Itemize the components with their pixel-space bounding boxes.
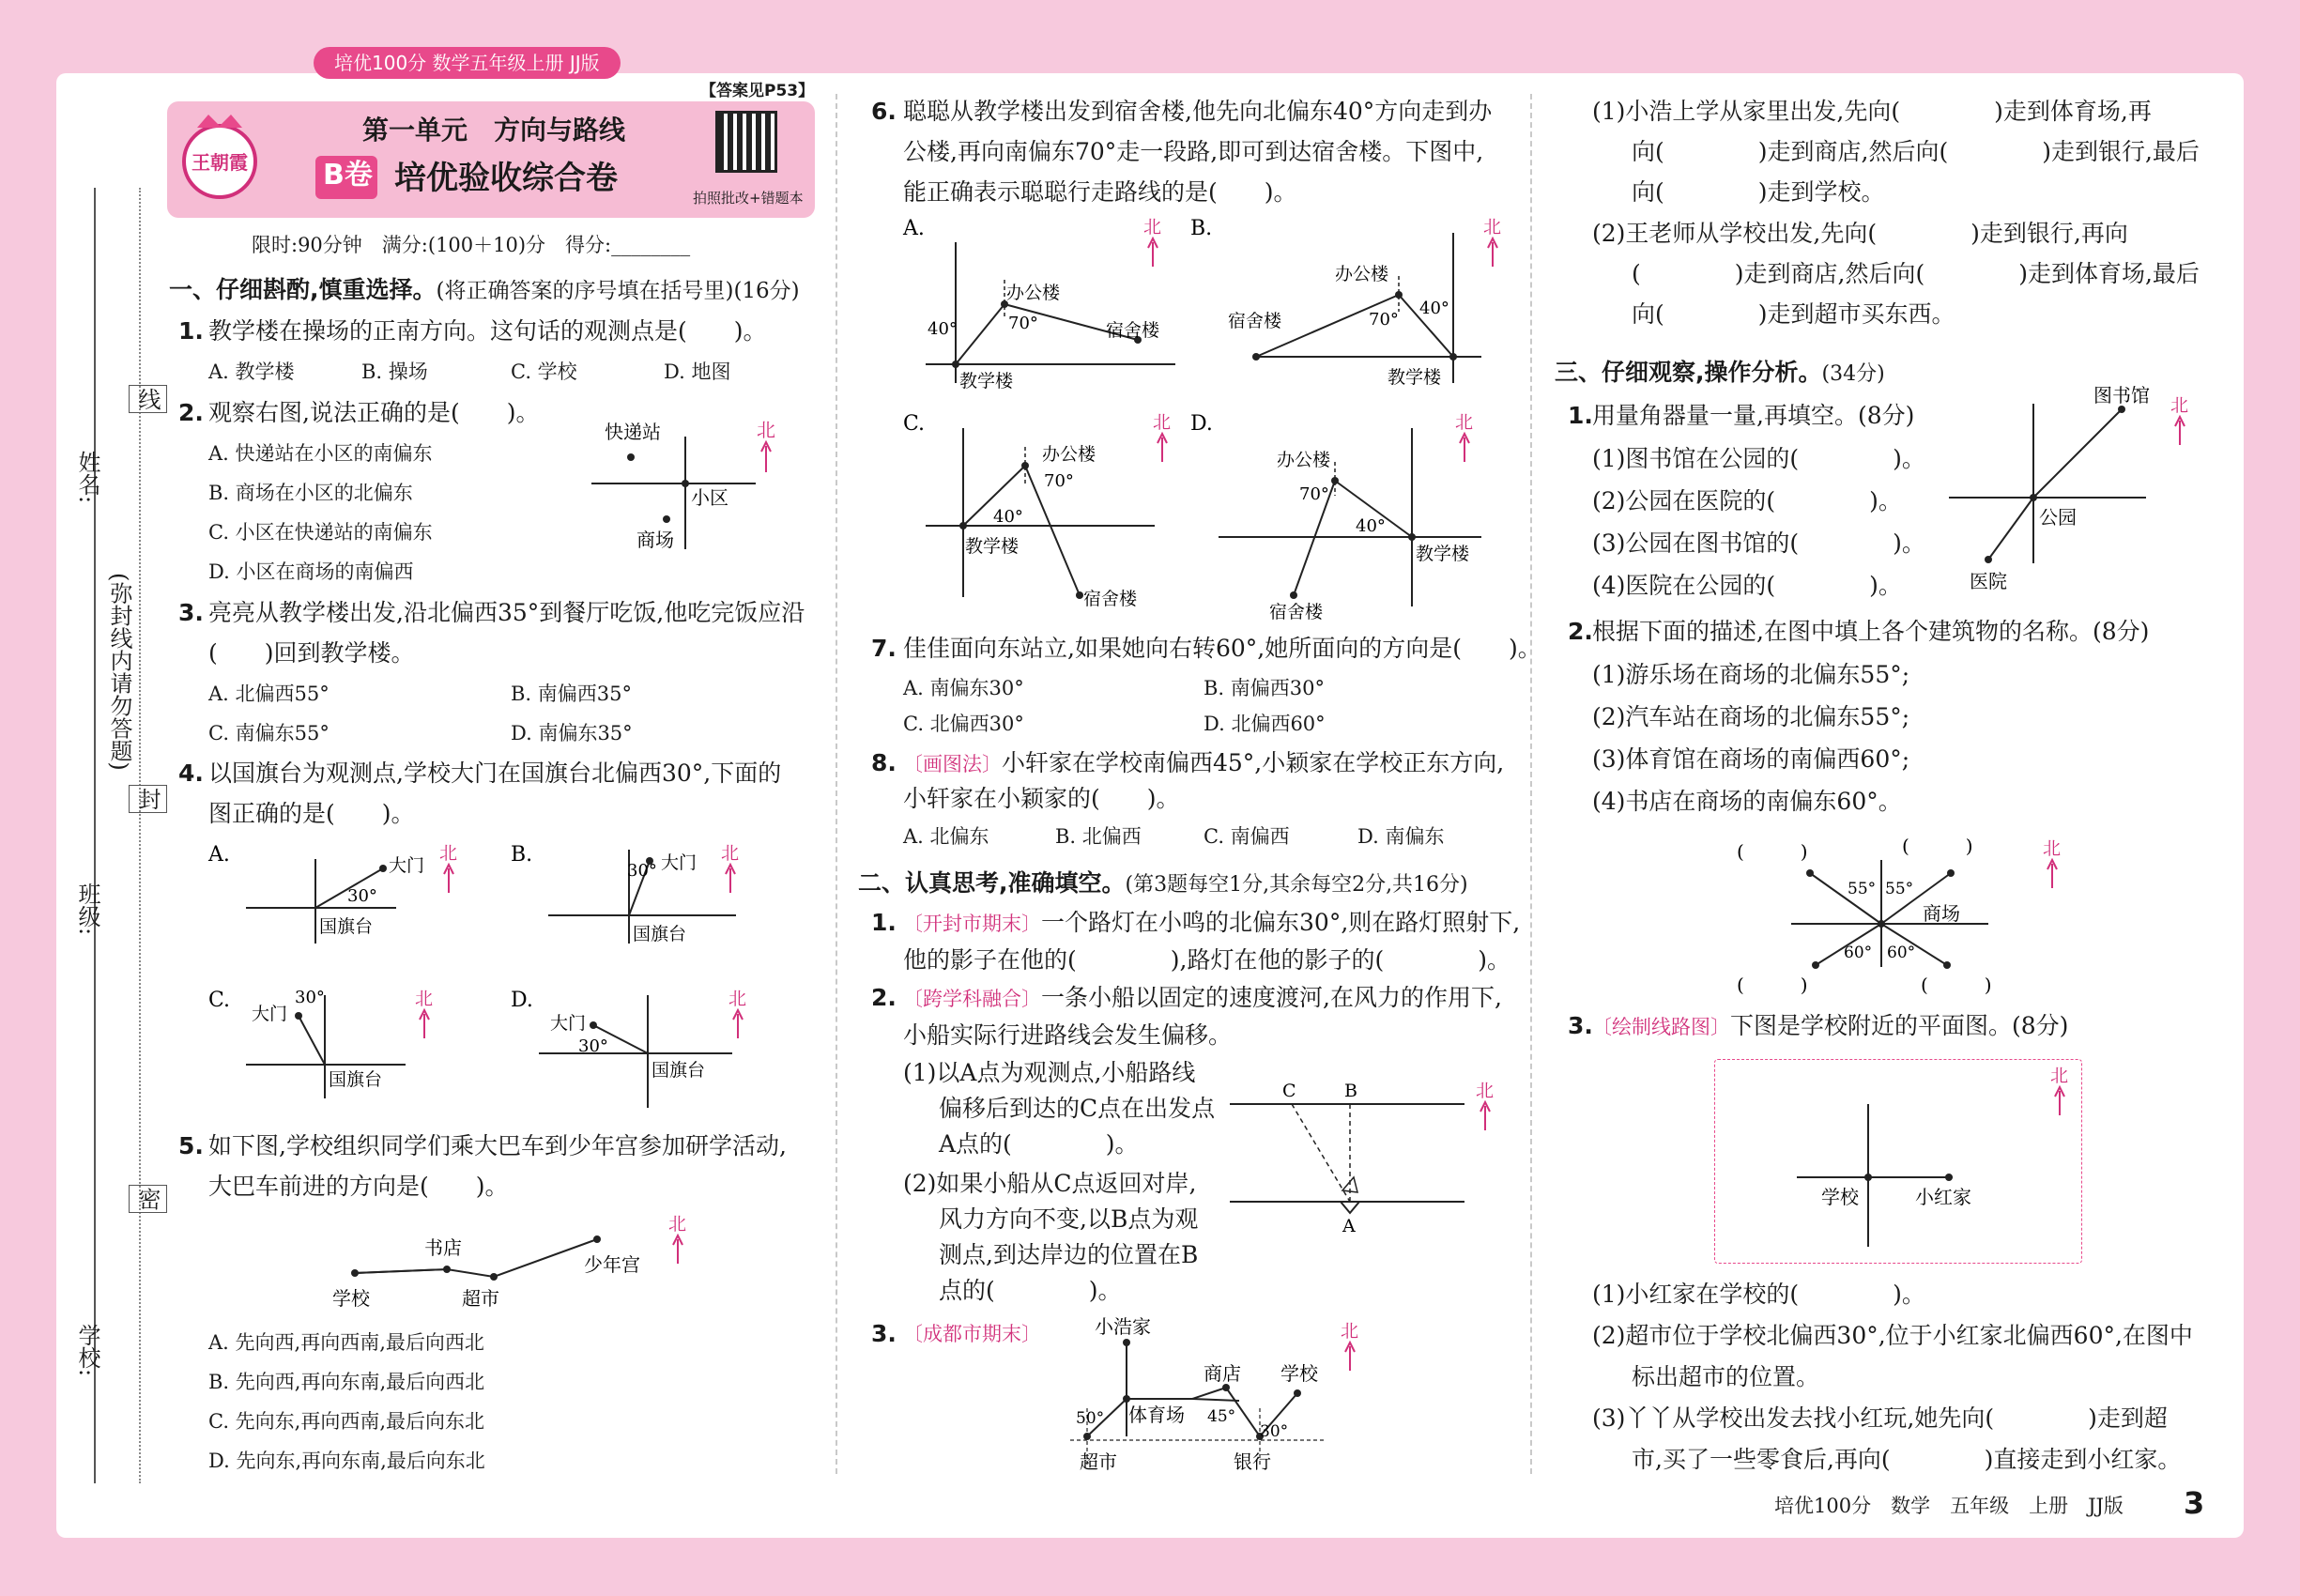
q3-option-a[interactable]: A. 北偏西55° (208, 683, 330, 705)
svg-text:国旗台: 国旗台 (329, 1069, 383, 1090)
o1-number: 1. (1568, 402, 1593, 429)
svg-text:60°: 60° (1844, 944, 1873, 962)
svg-text:70°: 70° (1369, 310, 1399, 330)
svg-text:公园: 公园 (2039, 506, 2077, 529)
q7-option-c[interactable]: C. 北偏西30° (903, 713, 1024, 735)
q5-option-b[interactable]: B. 先向西,再向东南,最后向西北 (208, 1371, 485, 1393)
svg-text:B: B (1344, 1081, 1357, 1101)
binding-line (94, 188, 96, 1483)
svg-text:宿舍楼: 宿舍楼 (1228, 311, 1282, 331)
f3a-line3: 向( )走到学校。 (1632, 178, 1885, 206)
svg-text:小红家: 小红家 (1915, 1186, 1971, 1208)
svg-text:少年宫: 少年宫 (584, 1253, 640, 1276)
svg-text:教学楼: 教学楼 (959, 371, 1014, 391)
name-label: 姓名: (74, 451, 100, 504)
q4-diagram-d[interactable] (511, 986, 792, 1108)
q1-option-a[interactable]: A. 教学楼 (208, 361, 295, 383)
svg-text:北: 北 (1476, 1081, 1495, 1101)
svg-text:A: A (1342, 1216, 1356, 1236)
svg-text:医院: 医院 (1970, 570, 2007, 592)
svg-text:商场: 商场 (636, 529, 674, 551)
svg-text:北: 北 (2050, 1066, 2069, 1086)
svg-text:D.: D. (1190, 412, 1213, 436)
f2-p2-line4: 点的( )。 (939, 1277, 1122, 1304)
north-mark: 北 (757, 419, 775, 441)
svg-text:大门: 大门 (661, 852, 698, 873)
svg-text:北: 北 (1455, 412, 1474, 433)
q8-line1: 〔画图法〕小轩家在学校南偏西45°,小颖家在学校正东方向, (903, 749, 1505, 776)
q5-line1: 如下图,学校组织同学们乘大巴车到少年宫参加研学活动, (208, 1132, 787, 1159)
svg-text:30°: 30° (295, 988, 325, 1007)
o3-item-3b: 市,买了一些零食后,再向( )直接走到小红家。 (1632, 1446, 2182, 1473)
svg-text:C.: C. (903, 412, 926, 436)
unit-title: 第一单元 方向与路线 (362, 115, 626, 146)
f3-route-figure (1042, 1314, 1483, 1483)
svg-text:宿舍楼: 宿舍楼 (1106, 320, 1160, 341)
svg-text:70°: 70° (1299, 484, 1329, 504)
q7-option-d[interactable]: D. 北偏西60° (1204, 713, 1326, 735)
book-title-bar: 培优100分 数学五年级上册 JJ版 (314, 47, 621, 79)
svg-text:30°: 30° (578, 1036, 608, 1056)
footer-text: 培优100分 数学 五年级 上册 JJ版 (1774, 1495, 2124, 1517)
q7-option-b[interactable]: B. 南偏西30° (1204, 677, 1326, 699)
seal-line-mark: 线 (129, 385, 167, 413)
svg-text:北: 北 (1483, 217, 1502, 238)
q1-option-d[interactable]: D. 地图 (664, 361, 731, 383)
logo (180, 107, 259, 210)
svg-text:快递站: 快递站 (605, 421, 661, 443)
o2-text: 根据下面的描述,在图中填上各个建筑物的名称。(8分) (1592, 618, 2150, 645)
svg-text:北: 北 (1143, 217, 1162, 238)
q2-option-d[interactable]: D. 小区在商场的南偏西 (208, 560, 414, 583)
class-label: 班级: (74, 882, 100, 936)
q3-number: 3. (178, 599, 204, 626)
svg-text:北: 北 (415, 989, 434, 1009)
svg-text:50°: 50° (1076, 1409, 1105, 1428)
svg-text:北: 北 (728, 989, 747, 1009)
no-answer-note: (弥封线内请勿答题) (106, 573, 132, 771)
svg-text:( ): ( ) (1902, 835, 1973, 857)
f3-number: 3. (871, 1320, 897, 1347)
svg-text:国旗台: 国旗台 (633, 924, 687, 944)
f3b-line3: 向( )走到超市买东西。 (1632, 300, 1955, 328)
page-number: 3 (2184, 1485, 2205, 1521)
o1-protractor-figure (1949, 376, 2202, 601)
q5-option-d[interactable]: D. 先向东,再向东南,最后向东北 (208, 1450, 485, 1472)
svg-text:40°: 40° (993, 507, 1023, 527)
q1-number: 1. (178, 317, 204, 345)
svg-text:( ): ( ) (1921, 974, 1992, 996)
f2-line1: 〔跨学科融合〕一条小船以固定的速度渡河,在风力的作用下, (903, 984, 1502, 1011)
svg-text:A.: A. (903, 217, 925, 240)
svg-text:办公楼: 办公楼 (1335, 264, 1389, 284)
svg-text:B.: B. (511, 843, 533, 867)
o3-item-1: (1)小红家在学校的( )。 (1592, 1281, 1925, 1308)
svg-text:C.: C. (208, 989, 231, 1012)
f1-number: 1. (871, 909, 897, 936)
q4-line2: 图正确的是( )。 (208, 800, 415, 827)
svg-text:教学楼: 教学楼 (1388, 367, 1442, 388)
q8-line2: 小轩家在小颖家的( )。 (903, 785, 1180, 812)
svg-text:办公楼: 办公楼 (1277, 450, 1331, 470)
svg-text:书店: 书店 (424, 1236, 462, 1259)
o3-item-3: (3)丫丫从学校出发去找小红玩,她先向( )走到超 (1592, 1404, 2168, 1432)
o1-item-4: (4)医院在公园的( )。 (1592, 572, 1902, 599)
qr-caption: 拍照批改+错题本 (693, 190, 804, 207)
o1-item-2: (2)公园在医院的( )。 (1592, 487, 1902, 514)
section-3-title: 三、仔细观察,操作分析。(34分) (1555, 359, 1885, 386)
q6-diagram-d[interactable] (1190, 409, 1500, 625)
q5-route-figure (329, 1211, 704, 1314)
svg-text:45°: 45° (1207, 1407, 1236, 1426)
f3b-line2: ( )走到商店,然后向( )走到体育场,最后 (1632, 260, 2200, 287)
o2-item-4: (4)书店在商场的南偏东60°。 (1592, 788, 1902, 815)
svg-text:40°: 40° (928, 319, 958, 339)
q5-line2: 大巴车前进的方向是( )。 (208, 1173, 509, 1200)
svg-text:大门: 大门 (252, 1004, 288, 1024)
svg-text:小区: 小区 (691, 486, 728, 509)
svg-text:商场: 商场 (1923, 902, 1960, 925)
q4-number: 4. (178, 760, 204, 787)
q8-option-c[interactable]: C. 南偏西 (1204, 825, 1290, 848)
svg-text:70°: 70° (1008, 314, 1038, 333)
q4-diagram-b[interactable] (511, 840, 792, 953)
svg-text:小浩家: 小浩家 (1095, 1315, 1151, 1338)
q2-number: 2. (178, 399, 204, 426)
svg-text:超市: 超市 (1080, 1450, 1117, 1473)
q7-option-a[interactable]: A. 南偏东30° (903, 677, 1024, 699)
q6-line3: 能正确表示聪聪行走路线的是( )。 (903, 178, 1297, 206)
svg-text:银行: 银行 (1234, 1450, 1271, 1473)
o2-direction-figure (1727, 826, 2075, 995)
svg-text:( ): ( ) (1737, 840, 1808, 863)
q4-diagram-a[interactable] (208, 840, 481, 953)
q3-option-b[interactable]: B. 南偏西35° (511, 683, 633, 705)
f2-p1-line3: A点的( )。 (939, 1130, 1139, 1158)
svg-text:60°: 60° (1887, 944, 1916, 962)
section-2-title: 二、认真思考,准确填空。(第3题每空1分,其余每空2分,共16分) (858, 869, 1468, 897)
f1-line2: 他的影子在他的( ),路灯在他的影子的( )。 (903, 946, 1510, 974)
svg-text:北: 北 (439, 843, 458, 864)
svg-text:商店: 商店 (1204, 1362, 1241, 1385)
q1-option-c[interactable]: C. 学校 (511, 361, 577, 383)
q4-line1: 以国旗台为观测点,学校大门在国旗台北偏西30°,下面的 (208, 760, 782, 787)
svg-text:办公楼: 办公楼 (1042, 444, 1096, 465)
svg-text:55°: 55° (1848, 880, 1877, 898)
q2-option-a[interactable]: A. 快递站在小区的南偏东 (208, 442, 433, 465)
svg-text:北: 北 (2043, 838, 2062, 859)
o1-text: 用量角器量一量,再填空。(8分) (1592, 402, 1915, 429)
svg-text:学校: 学校 (332, 1287, 370, 1310)
f3a-line1: (1)小浩上学从家里出发,先向( )走到体育场,再 (1592, 98, 2152, 125)
q7-text: 佳佳面向东站立,如果她向右转60°,她所面向的方向是( )。 (903, 635, 1541, 662)
answer-reference: 【答案见P53】 (700, 82, 815, 100)
svg-text:北: 北 (2170, 395, 2189, 416)
q6-number: 6. (871, 98, 897, 125)
svg-text:大门: 大门 (389, 855, 425, 876)
svg-text:超市: 超市 (462, 1287, 499, 1310)
q8-number: 8. (871, 749, 897, 776)
f1-line1: 〔开封市期末〕一个路灯在小鸣的北偏东30°,则在路灯照射下, (903, 909, 1521, 936)
svg-text:D.: D. (511, 989, 533, 1012)
svg-text:体育场: 体育场 (1128, 1404, 1185, 1426)
f3-tag: 〔成都市期末〕 (903, 1323, 1041, 1345)
o2-item-1: (1)游乐场在商场的北偏东55°; (1592, 661, 1910, 688)
svg-text:40°: 40° (1419, 299, 1449, 318)
q2-text: 观察右图,说法正确的是( )。 (208, 399, 540, 426)
svg-text:北: 北 (721, 843, 740, 864)
svg-text:学校: 学校 (1821, 1186, 1859, 1208)
q6-line2: 公楼,再向南偏东70°走一段路,即可到达宿舍楼。下图中, (903, 138, 1484, 165)
column-divider-2 (1530, 94, 1532, 1474)
q3-option-d[interactable]: D. 南偏东35° (511, 722, 633, 744)
o1-item-3: (3)公园在图书馆的( )。 (1592, 529, 1925, 557)
q3-line2: ( )回到教学楼。 (208, 639, 415, 667)
svg-text:宿舍楼: 宿舍楼 (1269, 602, 1324, 622)
f2-p1-line2: 偏移后到达的C点在出发点 (939, 1095, 1216, 1122)
q6-diagram-b[interactable] (1190, 214, 1500, 402)
q2-option-c[interactable]: C. 小区在快递站的南偏东 (208, 521, 433, 544)
paper-label-text: B卷 (323, 159, 373, 192)
q8-option-b[interactable]: B. 北偏西 (1055, 825, 1142, 848)
q6-diagram-a[interactable] (903, 214, 1185, 402)
seal-mark: 封 (129, 785, 167, 813)
svg-text:70°: 70° (1044, 471, 1074, 491)
q5-option-a[interactable]: A. 先向西,再向西南,最后向西北 (208, 1331, 484, 1354)
o2-item-2: (2)汽车站在商场的北偏东55°; (1592, 703, 1910, 730)
svg-text:国旗台: 国旗台 (319, 916, 374, 937)
q4-diagram-c[interactable] (208, 986, 481, 1108)
f2-number: 2. (871, 984, 897, 1011)
svg-text:30°: 30° (347, 886, 377, 906)
svg-text:教学楼: 教学楼 (1416, 544, 1470, 564)
svg-text:30°: 30° (1260, 1422, 1289, 1441)
o3-item-2: (2)超市位于学校北偏西30°,位于小红家北偏西60°,在图中 (1592, 1322, 2193, 1349)
svg-text:55°: 55° (1885, 880, 1914, 898)
svg-text:宿舍楼: 宿舍楼 (1083, 589, 1138, 609)
binding-dash (139, 188, 141, 1483)
section-1-title: 一、仔细斟酌,慎重选择。(将正确答案的序号填在括号里)(16分) (169, 276, 800, 303)
q7-number: 7. (871, 635, 897, 662)
svg-text:( ): ( ) (1737, 974, 1808, 996)
svg-text:学校: 学校 (1280, 1362, 1318, 1385)
paper-title: 培优验收综合卷 (394, 160, 618, 197)
q3-line1: 亮亮从教学楼出发,沿北偏西35°到餐厅吃饭,他吃完饭应沿 (208, 599, 805, 626)
svg-text:30°: 30° (627, 861, 657, 881)
svg-text:北: 北 (1153, 412, 1172, 433)
f2-p2-line1: (2)如果小船从C点返回对岸, (903, 1170, 1197, 1197)
f2-river-figure (1230, 1080, 1502, 1239)
o3-item-2b: 标出超市的位置。 (1632, 1363, 1820, 1390)
q1-option-b[interactable]: B. 操场 (361, 361, 428, 383)
f3b-line1: (2)王老师从学校出发,先向( )走到银行,再向 (1592, 220, 2128, 247)
o2-item-3: (3)体育馆在商场的南偏西60°; (1592, 745, 1910, 773)
q6-diagram-c[interactable] (903, 409, 1185, 625)
svg-text:北: 北 (1341, 1321, 1359, 1342)
svg-text:C: C (1282, 1081, 1296, 1101)
column-divider-1 (836, 94, 837, 1474)
svg-text:国旗台: 国旗台 (652, 1060, 706, 1081)
o3-number: 3. (1568, 1012, 1593, 1039)
qr-code-icon[interactable] (715, 111, 777, 173)
exam-info: 限时:90分钟 满分:(100＋10)分 得分:________ (252, 234, 691, 256)
o3-map-figure (1714, 1059, 2080, 1262)
svg-text:40°: 40° (1356, 516, 1386, 536)
svg-text:B.: B. (1190, 217, 1213, 240)
o1-item-1: (1)图书馆在公园的( )。 (1592, 445, 1925, 472)
q8-option-a[interactable]: A. 北偏东 (903, 825, 989, 848)
svg-text:大门: 大门 (550, 1013, 587, 1034)
q2-figure (591, 418, 798, 559)
q5-option-c[interactable]: C. 先向东,再向西南,最后向东北 (208, 1410, 485, 1433)
f2-p2-line2: 风力方向不变,以B点为观 (939, 1205, 1199, 1233)
school-label: 学校: (74, 1324, 100, 1377)
svg-text:图书馆: 图书馆 (2093, 384, 2150, 407)
q1-text: 教学楼在操场的正南方向。这句话的观测点是( )。 (208, 317, 767, 345)
q6-line1: 聪聪从教学楼出发到宿舍楼,他先向北偏东40°方向走到办 (903, 98, 1493, 125)
q2-option-b[interactable]: B. 商场在小区的北偏东 (208, 482, 413, 504)
f2-line2: 小船实际行进路线会发生偏移。 (903, 1021, 1233, 1049)
f2-p2-line3: 测点,到达岸边的位置在B (939, 1241, 1199, 1268)
f3a-line2: 向( )走到商店,然后向( )走到银行,最后 (1632, 138, 2200, 165)
o2-number: 2. (1568, 618, 1593, 645)
q3-option-c[interactable]: C. 南偏东55° (208, 722, 330, 744)
svg-text:办公楼: 办公楼 (1006, 283, 1061, 303)
svg-text:北: 北 (668, 1214, 687, 1235)
secret-mark: 密 (129, 1185, 167, 1213)
f2-p1-line1: (1)以A点为观测点,小船路线 (903, 1059, 1196, 1086)
svg-text:教学楼: 教学楼 (965, 536, 1020, 557)
o3-line: 〔绘制线路图〕下图是学校附近的平面图。(8分) (1592, 1012, 2069, 1039)
q8-option-d[interactable]: D. 南偏东 (1357, 825, 1445, 848)
logo-text: 王朝霞 (192, 151, 248, 174)
svg-text:A.: A. (208, 843, 230, 867)
q5-number: 5. (178, 1132, 204, 1159)
